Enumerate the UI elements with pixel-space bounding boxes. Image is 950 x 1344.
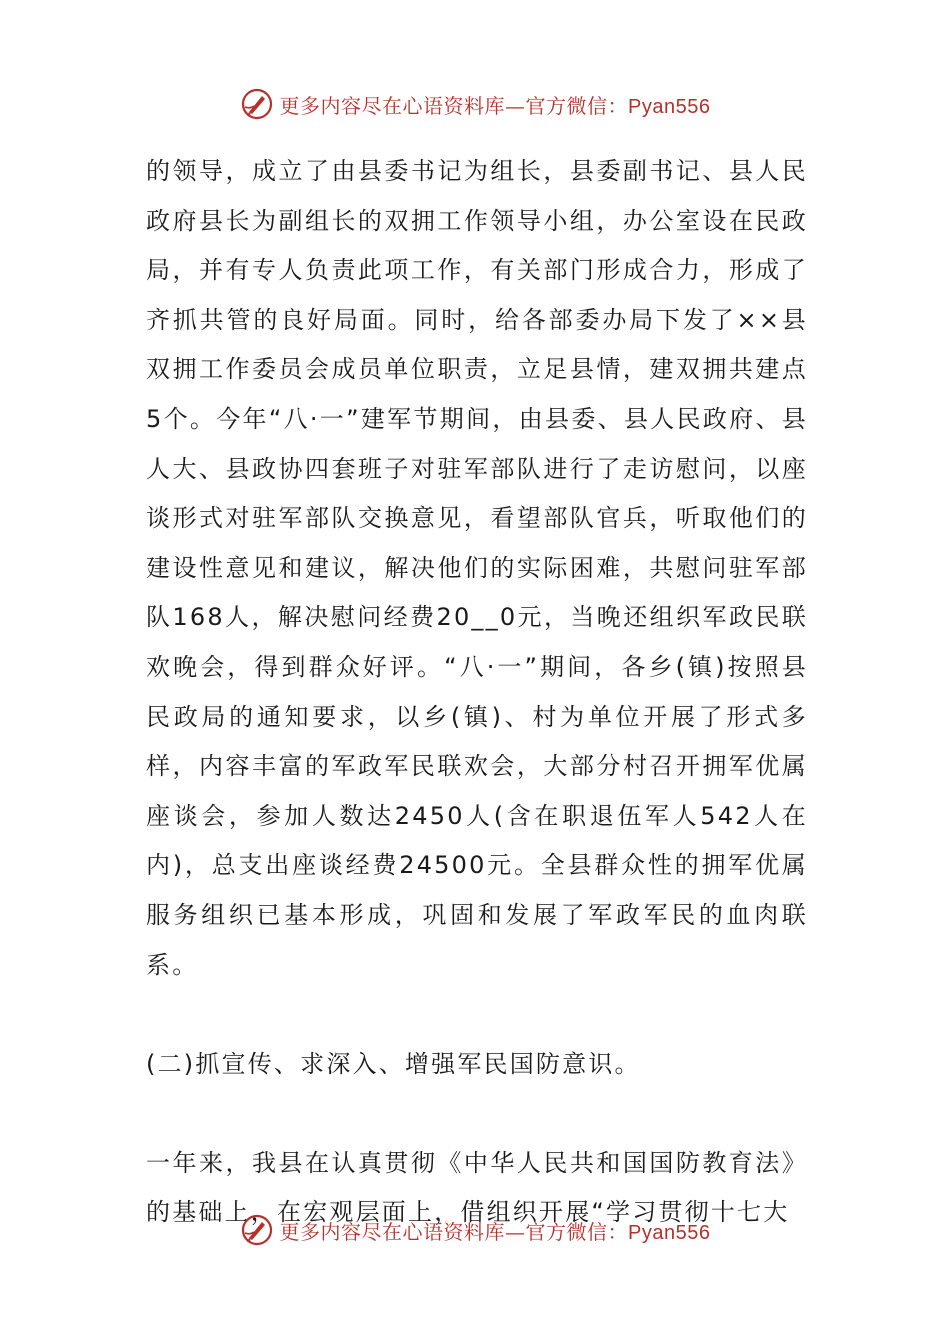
banner-wechat-id: Pyan556 xyxy=(628,95,711,118)
banner-text-main: 更多内容尽在心语资料库—官方微信： xyxy=(279,1219,629,1244)
section-heading: (二)抓宣传、求深入、增强军民国防意识。 xyxy=(146,1049,641,1078)
pen-circle-logo-icon xyxy=(240,87,274,121)
footer-banner xyxy=(0,1210,950,1250)
banner-text xyxy=(280,1216,711,1245)
banner-text xyxy=(280,90,711,119)
body-paragraph: 一年来，我县在认真贯彻《中华人民共和国国防教育法》的基础上，在宏观层面上，借组织开展“学习贯彻十七大 xyxy=(146,1148,808,1227)
banner-wechat-id: Pyan556 xyxy=(628,1221,711,1244)
header-banner xyxy=(0,84,950,124)
banner-text-main: 更多内容尽在心语资料库—官方微信： xyxy=(279,93,629,118)
pen-circle-logo-icon xyxy=(240,1213,274,1247)
document-body xyxy=(146,147,808,1238)
body-paragraph: 的领导，成立了由县委书记为组长，县委副书记、县人民政府县长为副组长的双拥工作领导小组，办公室设在民政局，并有专人负责此项工作，有关部门形成合力，形成了齐抓共管的良好局面。同时，给各部委办局下发了××县双拥工作委员会成员单位职责，立足县情，建双拥共建点5个。今年“八·一”建军节期间，由县委、县人民政府、县人大、县政协四套班子对驻军部队进行了走访慰问，以座谈形式对驻军部队交换意见，看望部队官兵，听取他们的建设性意见和建议，解决他们的实际困难，共慰问驻军部队168人，解决慰问经费20__0元，当晚还组织军政民联欢晚会，得到群众好评。“八·一”期间，各乡(镇)按照县民政局的通知要求，以乡(镇)、村为单位开展了形式多样，内容丰富的军政军民联欢会，大部分村召开拥军优属座谈会，参加人数达2450人(含在职退伍军人542人在内)，总支出座谈经费24500元。全县群众性的拥军优属服务组织已基本形成，巩固和发展了军政军民的血肉联系。 xyxy=(146,157,808,979)
